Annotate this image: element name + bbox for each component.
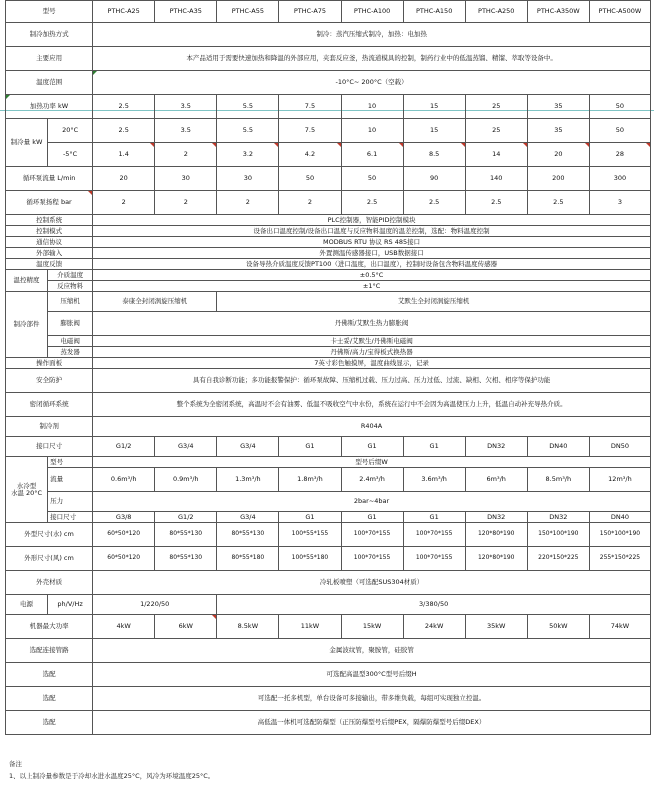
flow-row — [6, 167, 651, 191]
dim-water-row — [6, 523, 651, 547]
cell: G1/2 — [155, 512, 217, 523]
sub-label: 介质温度 — [48, 270, 93, 281]
method-row — [6, 23, 651, 47]
option-row-3 — [6, 711, 651, 735]
row-value: PLC控制器，智能PID控制模块 — [93, 215, 651, 226]
cell: 5.5 — [217, 119, 279, 143]
cell: 120*80*190 — [465, 547, 527, 571]
cell: 20 — [527, 143, 589, 167]
model-name: PTHC-A35 — [155, 1, 217, 23]
expansion-row — [6, 312, 651, 336]
cell: 100*55*180 — [279, 547, 341, 571]
temp-range-row — [6, 71, 651, 95]
refrigerant-row — [6, 417, 651, 437]
cell: 2.5 — [93, 95, 155, 119]
row-label: 温度反馈 — [6, 259, 93, 270]
heat-power-row — [6, 95, 651, 119]
cell: G1 — [279, 512, 341, 523]
cell: 6m³/h — [465, 468, 527, 492]
row-value: 2bar~4bar — [93, 492, 651, 512]
row-label: 选配 — [6, 711, 93, 735]
row-label: 通信协议 — [6, 237, 93, 248]
cell: 100*70*155 — [403, 523, 465, 547]
row-label: 控制模式 — [6, 226, 93, 237]
cell: G3/8 — [93, 512, 155, 523]
sub-label: 压缩机 — [48, 292, 93, 312]
cell: DN32 — [465, 437, 527, 457]
row-label: 机器最大功率 — [6, 615, 93, 639]
row-label: 操作面板 — [6, 358, 93, 369]
cell: 5.5 — [217, 95, 279, 119]
cell: 30 — [155, 167, 217, 191]
cooling-row-minus5 — [6, 143, 651, 167]
compressor-row — [6, 292, 651, 312]
notes — [9, 758, 214, 782]
row-label: 选配连接管路 — [6, 639, 93, 663]
cell: G3/4 — [217, 512, 279, 523]
cell: 12m³/h — [589, 468, 650, 492]
row-label: 控制系统 — [6, 215, 93, 226]
cell: 6kW — [155, 615, 217, 639]
protocol-row — [6, 237, 651, 248]
model-name: PTHC-A250 — [465, 1, 527, 23]
external-input-row — [6, 248, 651, 259]
cell: 60*50*120 — [93, 547, 155, 571]
cell: 35 — [527, 95, 589, 119]
row-value: 可选配一托多机型，单台设备可多接输出，带多维负载，每组可实现独立控温。 — [93, 687, 651, 711]
cell: G1/2 — [93, 437, 155, 457]
cell: 100*70*155 — [341, 523, 403, 547]
solenoid-row — [6, 336, 651, 347]
max-power-row — [6, 615, 651, 639]
notes-line: 1、以上制冷量参数是于冷却水进水温度25°C，风冷为环境温度25°C。 — [9, 772, 215, 780]
row-label: 电源 — [6, 595, 48, 615]
row-value: 设备导热介质温度反馈PT100（进口温度，出口温度），控制时设备包含物料温度传感器 — [93, 259, 651, 270]
sub-label: 电磁阀 — [48, 336, 93, 347]
row-value: 1/220/50 — [93, 595, 217, 615]
evaporator-row — [6, 347, 651, 358]
row-label: 温控精度 — [6, 270, 48, 292]
sub-label: 膨胀阀 — [48, 312, 93, 336]
cell: 200 — [527, 167, 589, 191]
cell: 3 — [589, 191, 650, 215]
cell: 2.5 — [403, 191, 465, 215]
cell: 6.1 — [341, 143, 403, 167]
model-name: PTHC-A350W — [527, 1, 589, 23]
cell: 7.5 — [279, 119, 341, 143]
model-name: PTHC-A500W — [589, 1, 650, 23]
cell: DN32 — [465, 512, 527, 523]
cell: 7.5 — [279, 95, 341, 119]
cell: 10 — [341, 119, 403, 143]
model-name: PTHC-A150 — [403, 1, 465, 23]
row-label: 制冷剂 — [6, 417, 93, 437]
row-label: 制冷部件 — [6, 292, 48, 358]
cell: 11kW — [279, 615, 341, 639]
sub-label: 压力 — [48, 492, 93, 512]
pressure-row — [6, 191, 651, 215]
cell: G1 — [403, 512, 465, 523]
cell: 2.4m³/h — [341, 468, 403, 492]
cell: 28 — [589, 143, 650, 167]
cell: 15 — [403, 95, 465, 119]
row-value: 艾默生全封闭涡旋压缩机 — [217, 292, 651, 312]
row-label: 选配 — [6, 663, 93, 687]
sub-label: -5°C — [48, 143, 93, 167]
cell: 80*55*130 — [155, 547, 217, 571]
cell: 2.5 — [465, 191, 527, 215]
cell: 100*70*155 — [341, 547, 403, 571]
row-label: 温度范围 — [6, 71, 93, 95]
cell: DN32 — [527, 512, 589, 523]
cell: 25 — [465, 119, 527, 143]
row-label: 外壳材质 — [6, 571, 93, 595]
water-model-row — [6, 457, 651, 468]
row-value: 3/380/50 — [217, 595, 651, 615]
cell: 8.5kW — [217, 615, 279, 639]
row-value: MODBUS RTU 协议 RS 485接口 — [93, 237, 651, 248]
water-flow-row — [6, 468, 651, 492]
cell: 3.6m³/h — [403, 468, 465, 492]
cell: G1 — [341, 512, 403, 523]
cell: 1.8m³/h — [279, 468, 341, 492]
cell: 1.4 — [93, 143, 155, 167]
option-row-2 — [6, 687, 651, 711]
header-row — [6, 1, 651, 23]
cell: DN40 — [527, 437, 589, 457]
row-label: 循环泵扬程 bar — [6, 191, 93, 215]
row-value: ±0.5°C — [93, 270, 651, 281]
cell: 3.5 — [155, 95, 217, 119]
row-value: 丹佛斯/高力/宝得板式换热器 — [93, 347, 651, 358]
row-label: 循环泵流量 L/min — [6, 167, 93, 191]
closed-loop-row — [6, 393, 651, 417]
cell: 100*70*155 — [403, 547, 465, 571]
cell: 80*55*130 — [155, 523, 217, 547]
row-value: 冷轧板喷塑（可选配SUS304材质） — [93, 571, 651, 595]
cell: 20 — [93, 167, 155, 191]
cell: 2.5 — [527, 191, 589, 215]
model-name: PTHC-A55 — [217, 1, 279, 23]
cell: 60*50*120 — [93, 523, 155, 547]
cell: 255*150*225 — [589, 547, 650, 571]
application-row — [6, 47, 651, 71]
notes-title: 备注 — [9, 760, 22, 768]
row-value: 高低温一体机可选配防爆型（正压防爆型号后缀PEX，隔爆防爆型号后缀DEX） — [93, 711, 651, 735]
sub-label: 型号 — [48, 457, 93, 468]
cell: 30 — [217, 167, 279, 191]
cell: 2 — [93, 191, 155, 215]
row-label: 制冷量 kW — [6, 119, 48, 167]
cell: G3/4 — [155, 437, 217, 457]
cell: 2 — [279, 191, 341, 215]
row-value: 丹佛斯/艾默生热力膨胀阀 — [93, 312, 651, 336]
cell: 74kW — [589, 615, 650, 639]
cell: 15 — [403, 119, 465, 143]
cell: G1 — [403, 437, 465, 457]
sub-label: 20°C — [48, 119, 93, 143]
port-row — [6, 437, 651, 457]
cell: 2 — [217, 191, 279, 215]
row-value: 设备出口温度控制/设备出口温度与反应物料温度的温差控制，选配：物料温度控制 — [93, 226, 651, 237]
cell: 90 — [403, 167, 465, 191]
cell: 100*55*155 — [279, 523, 341, 547]
cell: 4.2 — [279, 143, 341, 167]
sub-label: 反应物料 — [48, 281, 93, 292]
panel-row — [6, 358, 651, 369]
row-value: 外置测温传感器接口，USB数据接口 — [93, 248, 651, 259]
cell: G1 — [279, 437, 341, 457]
dim-air-row — [6, 547, 651, 571]
row-label: 外型尺寸(水) cm — [6, 523, 93, 547]
row-value: 金属波纹管，聚胺管，硅胶管 — [93, 639, 651, 663]
row-value: -10°C~ 200°C（空载） — [93, 71, 651, 95]
temp-precision-row-2 — [6, 281, 651, 292]
housing-row — [6, 571, 651, 595]
cell: 15kW — [341, 615, 403, 639]
cell: 24kW — [403, 615, 465, 639]
row-value: R404A — [93, 417, 651, 437]
row-value: 具有自我诊断功能；多功能报警保护：循环泵故障、压缩机过载、压力过高、压力过低、过流、缺相、欠相、相序等保护功能 — [93, 369, 651, 393]
cell: G1 — [341, 437, 403, 457]
water-pressure-row — [6, 492, 651, 512]
row-label: 加热功率 kW — [6, 95, 93, 119]
cell: 25 — [465, 95, 527, 119]
cell: 3.5 — [155, 119, 217, 143]
row-label: 制冷加热方式 — [6, 23, 93, 47]
row-value: 型号后缀W — [93, 457, 651, 468]
row-value: 泰康全封闭涡旋压缩机 — [93, 292, 217, 312]
cell: 0.9m³/h — [155, 468, 217, 492]
cell: 50 — [341, 167, 403, 191]
spec-sheet — [5, 0, 651, 735]
row-value: ±1°C — [93, 281, 651, 292]
row-label: 外形尺寸(风) cm — [6, 547, 93, 571]
cell: 220*150*225 — [527, 547, 589, 571]
row-label: 外部输入 — [6, 248, 93, 259]
cell: 14 — [465, 143, 527, 167]
cell: 2 — [155, 191, 217, 215]
model-label: 型号 — [6, 1, 93, 23]
power-row — [6, 595, 651, 615]
cell: 150*100*190 — [527, 523, 589, 547]
row-value: 可选配高温型300°C型号后缀H — [93, 663, 651, 687]
cell: DN50 — [589, 437, 650, 457]
cell: 1.3m³/h — [217, 468, 279, 492]
model-name: PTHC-A75 — [279, 1, 341, 23]
cell: 10 — [341, 95, 403, 119]
cell: 50 — [589, 119, 650, 143]
cell: 80*55*180 — [217, 547, 279, 571]
cell: 80*55*130 — [217, 523, 279, 547]
cell: 50kW — [527, 615, 589, 639]
control-mode-row — [6, 226, 651, 237]
cell: 8.5 — [403, 143, 465, 167]
cell: 4kW — [93, 615, 155, 639]
row-value: 本产品适用于需要快速加热和降温的外部应用，夹套反应釜，热流道模具的控制，制药行业中的低温蒸馏、精馏、萃取等设备中。 — [93, 47, 651, 71]
temp-feedback-row — [6, 259, 651, 270]
safety-row — [6, 369, 651, 393]
cell: 2.5 — [93, 119, 155, 143]
row-label: 密闭循环系统 — [6, 393, 93, 417]
cell: 3.2 — [217, 143, 279, 167]
control-system-row — [6, 215, 651, 226]
sub-label: 流量 — [48, 468, 93, 492]
row-value: 整个系统为全密闭系统，高温时不会有油雾、低温不吸收空气中水份，系统在运行中不会因为高温使压力上升，低温自动补充导热介质。 — [93, 393, 651, 417]
temp-precision-row-1 — [6, 270, 651, 281]
cell: 120*80*190 — [465, 523, 527, 547]
model-name: PTHC-A100 — [341, 1, 403, 23]
row-label: 接口尺寸 — [6, 437, 93, 457]
row-label: 选配 — [6, 687, 93, 711]
cooling-row-20 — [6, 119, 651, 143]
cell: 50 — [279, 167, 341, 191]
sub-label: ph/V/Hz — [48, 595, 93, 615]
cell: 300 — [589, 167, 650, 191]
cell: 8.5m³/h — [527, 468, 589, 492]
sub-label: 接口尺寸 — [48, 512, 93, 523]
row-label: 水冷型 水温 20°C — [6, 457, 48, 523]
cell: 140 — [465, 167, 527, 191]
sub-label: 蒸发器 — [48, 347, 93, 358]
cell: G3/4 — [217, 437, 279, 457]
cell: 50 — [589, 95, 650, 119]
row-value: 卡士妥/艾默生/丹佛斯电磁阀 — [93, 336, 651, 347]
cell: 150*100*190 — [589, 523, 650, 547]
row-value: 制冷：蒸汽压缩式制冷，加热：电加热 — [93, 23, 651, 47]
cell: 2.5 — [341, 191, 403, 215]
model-name: PTHC-A25 — [93, 1, 155, 23]
cell: 35kW — [465, 615, 527, 639]
row-value: 7英寸彩色触摸屏，温度曲线显示，记录 — [93, 358, 651, 369]
row-label: 主要应用 — [6, 47, 93, 71]
spec-table — [5, 0, 651, 735]
cell: 0.6m³/h — [93, 468, 155, 492]
water-port-row — [6, 512, 651, 523]
cell: 35 — [527, 119, 589, 143]
row-label: 安全防护 — [6, 369, 93, 393]
pipe-row — [6, 639, 651, 663]
cell: DN40 — [589, 512, 650, 523]
cell: 2 — [155, 143, 217, 167]
option-row-1 — [6, 663, 651, 687]
